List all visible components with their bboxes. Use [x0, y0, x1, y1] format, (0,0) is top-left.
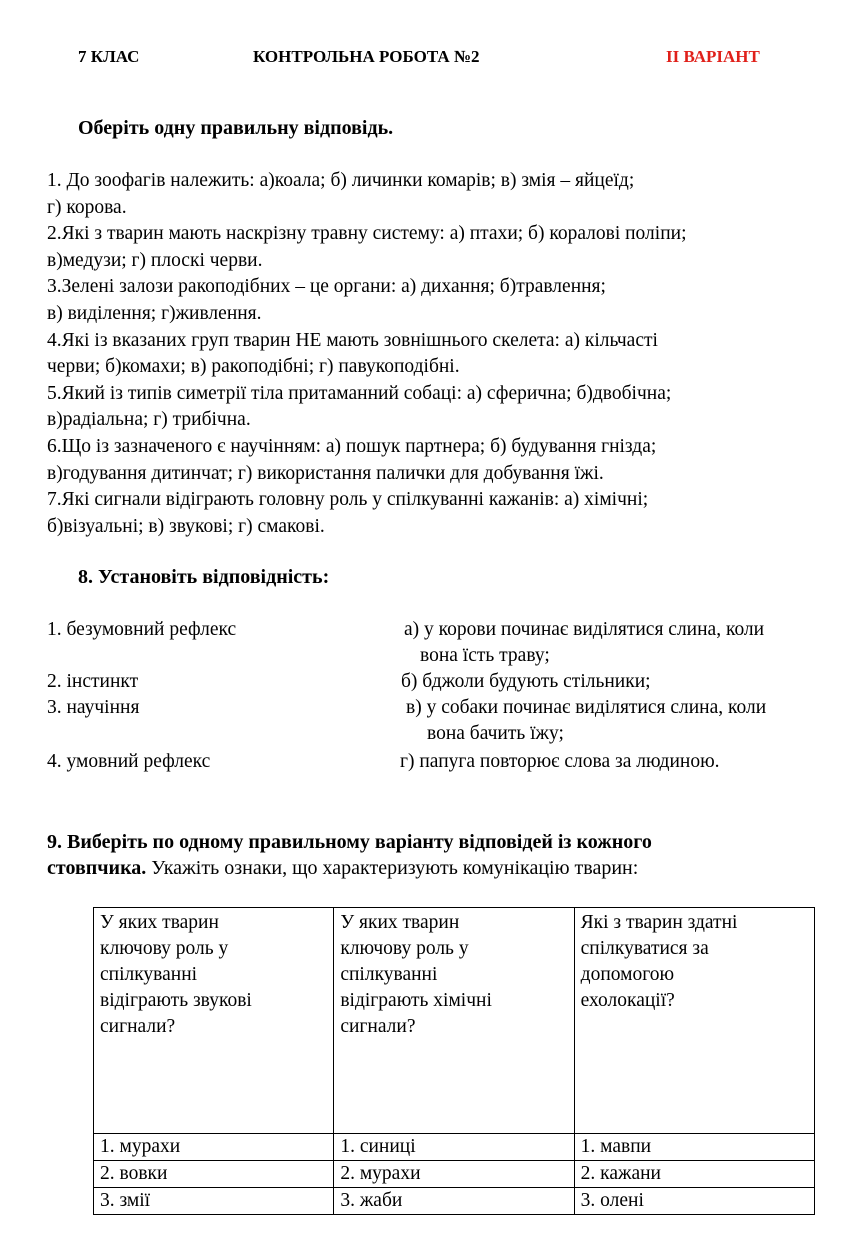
questions-list [47, 168, 847, 540]
cell-line: спілкуванні [340, 964, 438, 985]
cell-line: Які з тварин здатні [580, 912, 738, 933]
instruction-heading: Оберіть одну правильну відповідь. [78, 117, 394, 139]
question-line: 3.Зелені залози ракоподібних – це органи: а) дихання; б)травлення; [47, 276, 606, 298]
q8-left-item-4: 4. умовний рефлекс [47, 751, 211, 772]
question-4 [47, 328, 847, 381]
variant-label: ІІ ВАРІАНТ [666, 47, 760, 66]
q8-right-item-v-cont: вона бачить їжу; [427, 723, 564, 744]
question-line: 4.Які із вказаних груп тварин НЕ мають зовнішнього скелета: а) кільчасті [47, 329, 658, 351]
table-question-cell-1 [94, 908, 334, 1134]
cell-line: відіграють хімічні [340, 990, 492, 1011]
question-line: б)візуальні; в) звукові; г) смакові. [47, 515, 325, 537]
q8-left-item-2: 2. інстинкт [47, 671, 139, 692]
question-line: 7.Які сигнали відіграють головну роль у спілкуванні кажанів: а) хімічні; [47, 489, 649, 511]
table-cell: 1. мавпи [574, 1134, 814, 1161]
q8-title: 8. Установіть відповідність: [78, 566, 330, 588]
q8-left-item-3: 3. научіння [47, 697, 140, 718]
q8-right-item-a-cont: вона їсть траву; [420, 645, 550, 666]
question-line: г) корова. [47, 196, 127, 218]
table-header-row [94, 908, 815, 1134]
table-question-cell-3 [574, 908, 814, 1134]
question-2 [47, 221, 847, 274]
q9-title-line-1: 9. Виберіть по одному правильному варіанту відповідей із кожного [47, 831, 652, 853]
question-1 [47, 168, 847, 221]
question-line: в)медузи; г) плоскі черви. [47, 249, 263, 271]
q8-left-item-1: 1. безумовний рефлекс [47, 619, 237, 640]
question-line: 1. До зоофагів належить: а)коала; б) личинки комарів; в) змія – яйцеїд; [47, 170, 635, 191]
table-row [94, 1161, 815, 1188]
grade-label: 7 КЛАС [78, 47, 140, 66]
test-title: КОНТРОЛЬНА РОБОТА №2 [253, 47, 480, 66]
cell-line: ехолокації? [580, 990, 675, 1011]
table-cell: 3. олені [574, 1188, 814, 1215]
cell-line: У яких тварин [100, 912, 219, 933]
cell-line: спілкуванні [100, 964, 198, 985]
table-cell: 3. жаби [334, 1188, 574, 1215]
q9-title-line-2 [47, 857, 638, 880]
q8-right-item-v: в) у собаки починає виділятися слина, коли [406, 697, 767, 718]
table-cell: 3. змії [94, 1188, 334, 1215]
question-line: в)годування дитинчат; г) використання палички для добування їжі. [47, 462, 604, 484]
question-line: черви; б)комахи; в) ракоподібні; г) павукоподібні. [47, 356, 460, 378]
cell-line: ключову роль у [340, 938, 469, 959]
question-5 [47, 381, 847, 434]
q9-title-bold-part: стовпчика. [47, 857, 147, 879]
cell-line: допомогою [580, 964, 675, 985]
table-cell: 2. кажани [574, 1161, 814, 1188]
table-cell: 2. вовки [94, 1161, 334, 1188]
question-line: 2.Які з тварин мають наскрізну травну систему: а) птахи; б) коралові поліпи; [47, 223, 687, 245]
table-cell: 2. мурахи [334, 1161, 574, 1188]
question-7 [47, 487, 847, 540]
table-question-cell-2 [334, 908, 574, 1134]
q8-right-item-a: а) у корови починає виділятися слина, коли [404, 619, 765, 640]
question-3 [47, 274, 847, 327]
table-cell: 1. синиці [334, 1134, 574, 1161]
cell-line: сигнали? [340, 1016, 416, 1037]
question-6 [47, 434, 847, 487]
question-line: 5.Який із типів симетрії тіла притаманний собаці: а) сферична; б)двобічна; [47, 382, 672, 404]
table-row [94, 1188, 815, 1215]
cell-line: У яких тварин [340, 912, 460, 933]
question-line: в)радіальна; г) трибічна. [47, 409, 251, 431]
q8-right-item-g: г) папуга повторює слова за людиною. [400, 751, 720, 772]
question-line: 6.Що із зазначеного є научінням: а) пошук партнера; б) будування гнізда; [47, 435, 657, 457]
table-cell: 1. мурахи [94, 1134, 334, 1161]
cell-line: сигнали? [100, 1016, 176, 1037]
question-line: в) виділення; г)живлення. [47, 302, 262, 324]
cell-line: спілкуватися за [580, 938, 709, 959]
q9-title-rest: Укажіть ознаки, що характеризують комунікацію тварин: [146, 857, 639, 879]
q9-answer-table [93, 907, 815, 1215]
q8-right-item-b: б) бджоли будують стільники; [401, 671, 651, 692]
table-row [94, 1134, 815, 1161]
cell-line: відіграють звукові [100, 990, 252, 1011]
cell-line: ключову роль у [100, 938, 229, 959]
